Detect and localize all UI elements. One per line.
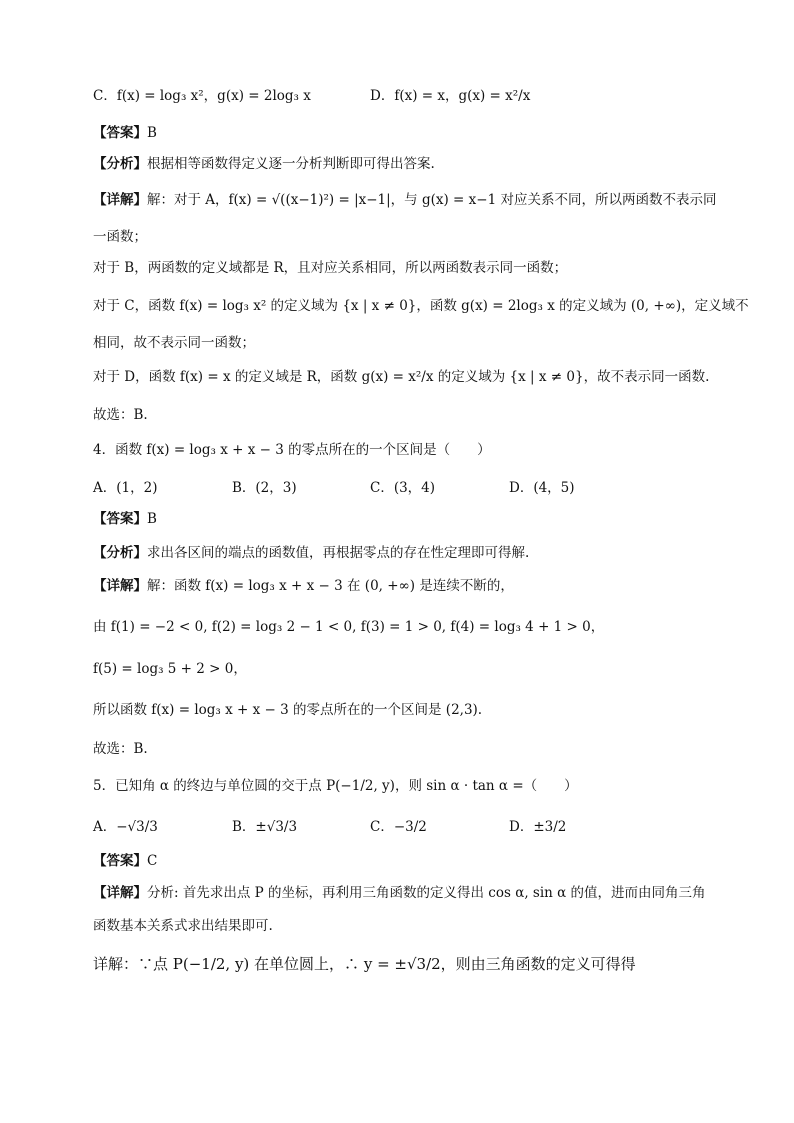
text-line: 对于 C，函数 f(x) = log₃ x² 的定义域为 {x | x ≠ 0}，函数 g(x) = 2log₃ x 的定义域为 (0, +∞)，定义域不 <box>93 298 749 314</box>
analysis-text: 根据相等函数得定义逐一分析判断即可得出答案. <box>147 156 435 172</box>
detail-tag: 【详解】 <box>93 578 147 594</box>
detail-text: 解：函数 f(x) = log₃ x + x − 3 在 (0, +∞) 是连续不断的， <box>147 578 514 594</box>
option-d: D．±3/2 <box>509 819 567 835</box>
analysis-line <box>93 543 529 563</box>
detail-tag: 【详解】 <box>93 192 147 208</box>
text-line: 相同，故不表示同一函数； <box>93 335 255 351</box>
option-b: B．(2，3) <box>232 480 297 496</box>
detail-line <box>93 576 514 596</box>
option-a: A．−√3/3 <box>93 819 158 835</box>
analysis-tag: 【分析】 <box>93 156 147 172</box>
text-line: 一函数； <box>93 229 147 245</box>
question-4: 4．函数 f(x) = log₃ x + x − 3 的零点所在的一个区间是（ ） <box>93 442 491 458</box>
option-a: A．(1，2) <box>93 480 158 496</box>
detail-line <box>93 883 706 903</box>
answer-value: C <box>147 853 158 869</box>
text-line: 由 f(1) = −2 < 0, f(2) = log₃ 2 − 1 < 0, f(3) = 1 > 0, f(4) = log₃ 4 + 1 > 0， <box>93 619 605 635</box>
text-line: 函数基本关系式求出结果即可. <box>93 918 273 934</box>
option-b: B．±√3/3 <box>232 819 298 835</box>
answer-value: B <box>147 125 157 141</box>
detail-line <box>93 190 716 210</box>
analysis-tag: 【分析】 <box>93 545 147 561</box>
detail-text: 解：对于 A，f(x) = √((x−1)²) = |x−1|，与 g(x) = x−1 对应关系不同，所以两函数不表示同 <box>147 192 717 208</box>
text-line: 故选：B. <box>93 407 148 423</box>
text-line: 故选：B. <box>93 741 148 757</box>
analysis-text: 求出各区间的端点的函数值，再根据零点的存在性定理即可得解. <box>147 545 530 561</box>
answer-tag: 【答案】 <box>93 125 147 141</box>
answer-value: B <box>147 511 157 527</box>
text-line: 对于 B，两函数的定义域都是 R，且对应关系相同，所以两函数表示同一函数； <box>93 260 568 276</box>
text-line: f(5) = log₃ 5 + 2 > 0， <box>93 661 247 677</box>
text-line: 所以函数 f(x) = log₃ x + x − 3 的零点所在的一个区间是 (2,3). <box>93 702 483 718</box>
option-c: C．f(x) = log₃ x²，g(x) = 2log₃ x <box>93 88 311 104</box>
analysis-line <box>93 154 435 174</box>
detail-text: 分析: 首先求出点 P 的坐标，再利用三角函数的定义得出 cos α, sin α 的值，进而由同角三角 <box>147 885 706 901</box>
option-d: D．(4，5) <box>509 480 575 496</box>
text-line: 对于 D，函数 f(x) = x 的定义域是 R，函数 g(x) = x²/x 的定义域为 {x | x ≠ 0}，故不表示同一函数. <box>93 369 710 385</box>
answer-line <box>93 123 157 143</box>
answer-tag: 【答案】 <box>93 511 147 527</box>
answer-line <box>93 509 157 529</box>
answer-line <box>93 851 157 871</box>
question-5: 5．已知角 α 的终边与单位圆的交于点 P(−1/2, y)，则 sin α · tan α =（ ） <box>93 778 578 794</box>
option-c: C．(3，4) <box>370 480 436 496</box>
text-line: 详解：∵点 P(−1/2, y) 在单位圆上，∴ y = ±√3/2，则由三角函数的定义可得得 <box>93 955 636 973</box>
detail-tag: 【详解】 <box>93 885 147 901</box>
option-c: C．−3/2 <box>370 819 427 835</box>
answer-tag: 【答案】 <box>93 853 147 869</box>
option-d: D．f(x) = x，g(x) = x²/x <box>370 88 531 104</box>
